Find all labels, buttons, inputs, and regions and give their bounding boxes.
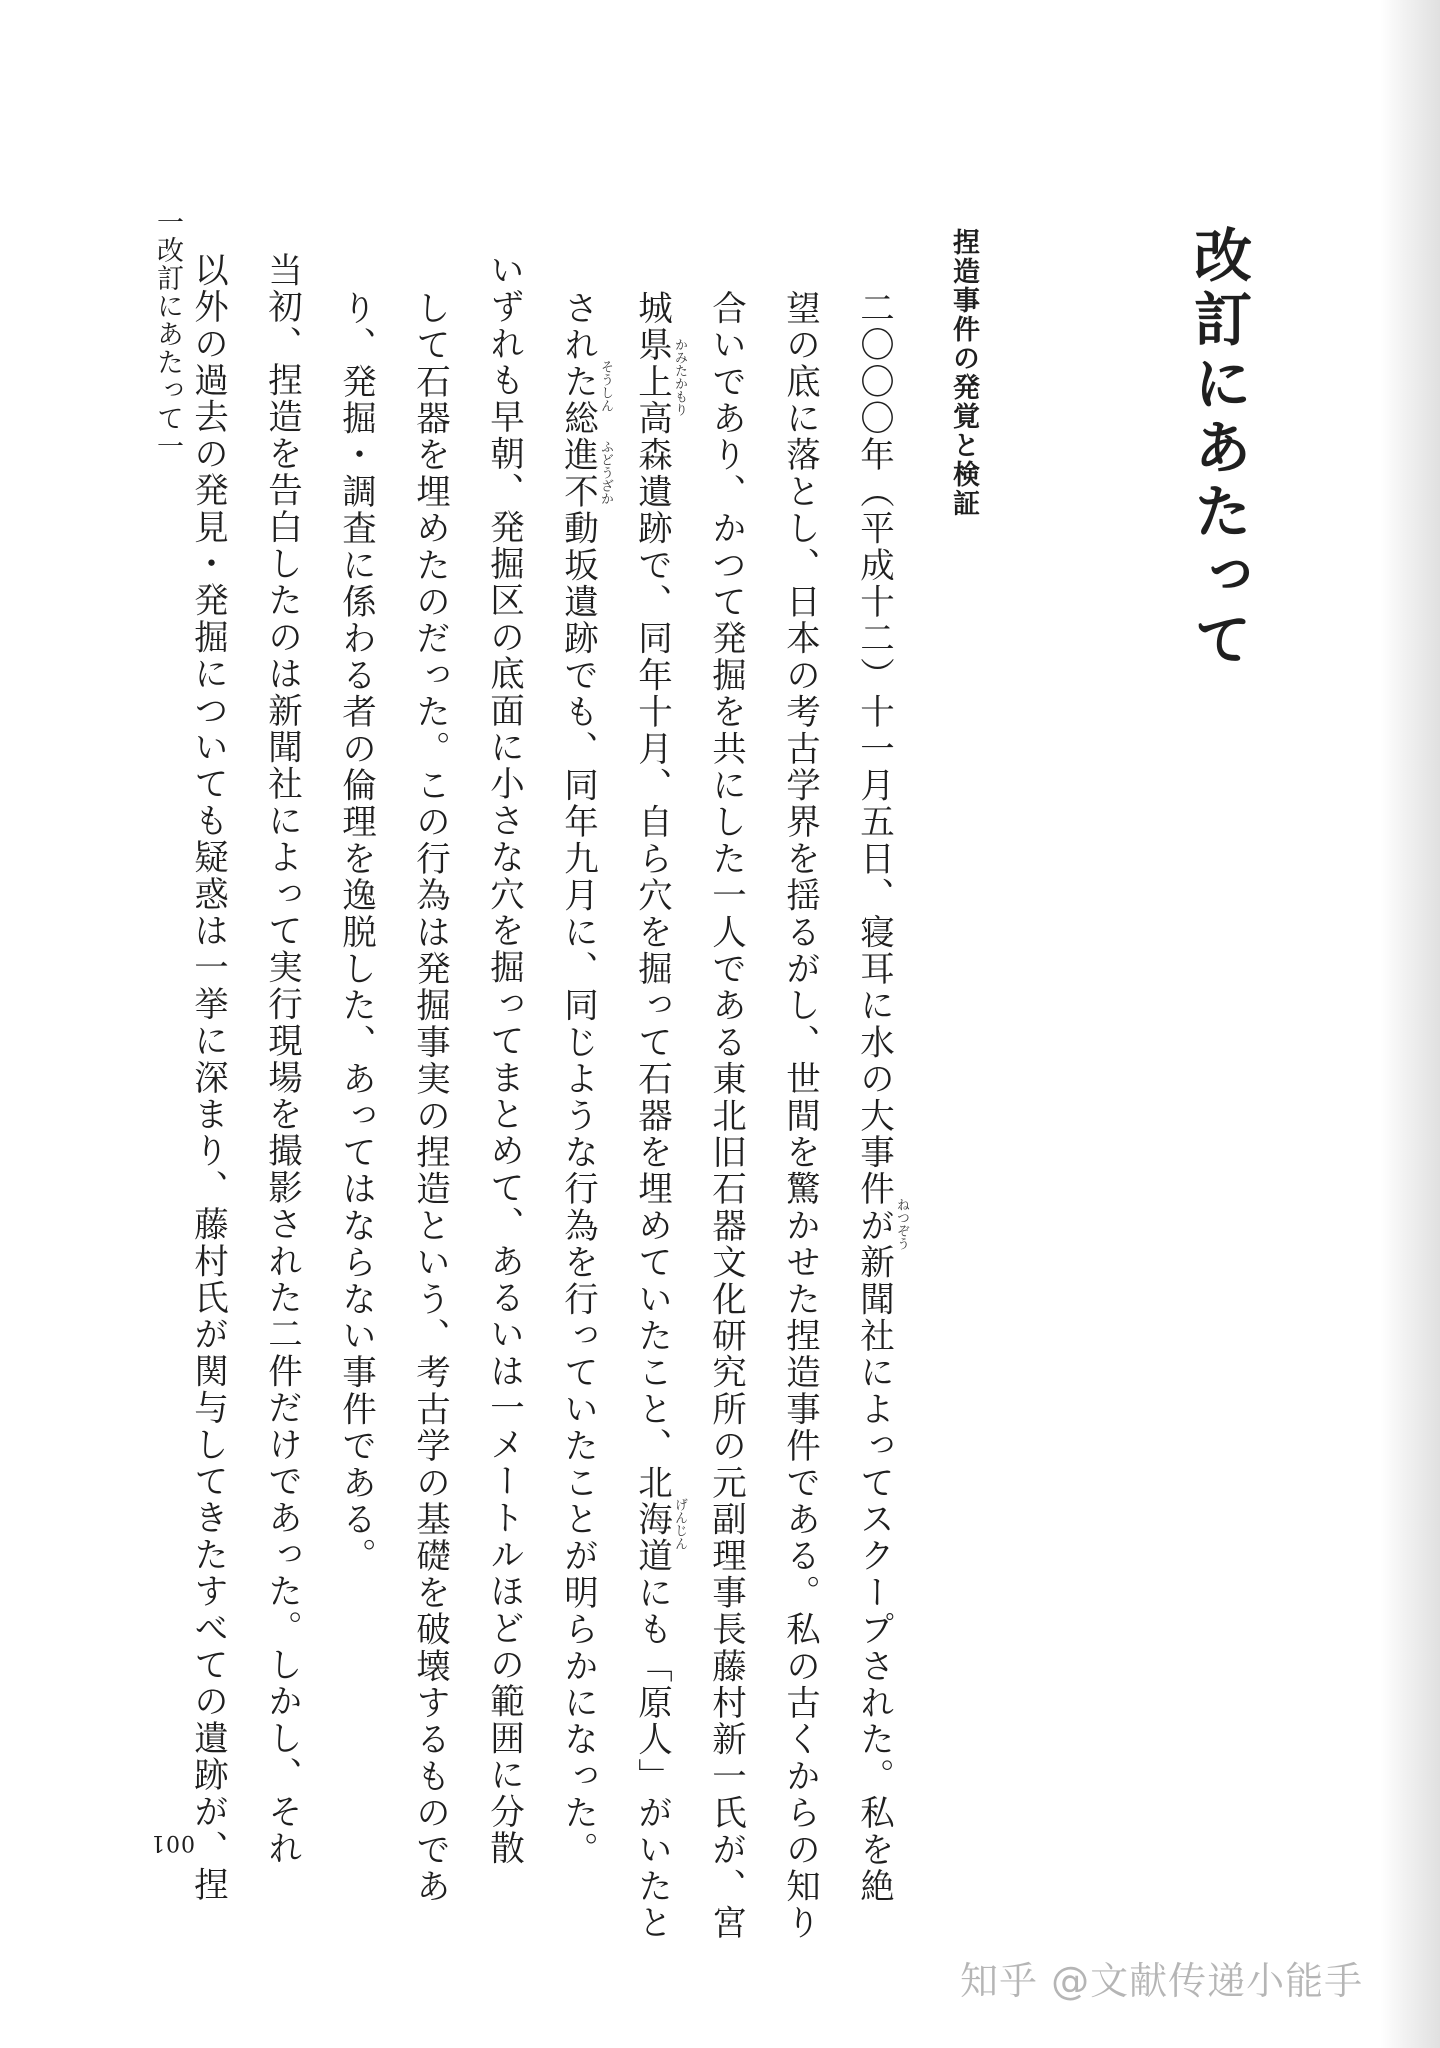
page-gutter-shadow: [1380, 0, 1440, 2048]
body-line: り、発掘・調査に係わる者の倫理を逸脱した、あってはならない事件である。: [335, 290, 376, 1575]
chapter-title: 改訂にあたって: [1184, 225, 1252, 673]
body-line: 以外の過去の発見・発掘についても疑惑は一挙に深まり、藤村氏が関与してきたすべての遺跡が、捏: [187, 252, 228, 1904]
body-line: された総進不動坂遺跡でも、同年九月に、同じような行為を行っていたことが明らかになった。: [557, 290, 598, 1869]
running-head: 一改訂にあたって一: [152, 208, 183, 460]
ruby-soushin: そうしん: [598, 360, 613, 412]
ruby-genjin: げんじん: [672, 1498, 687, 1550]
body-line: いずれも早朝、発掘区の底面に小さな穴を掘ってまとめて、あるいは一メートルほどの範囲に分散: [483, 252, 524, 1867]
body-line: 二〇〇〇年（平成十二）十一月五日、寝耳に水の大事件が新聞社によってスクープされた。私を絶: [853, 290, 894, 1905]
page-number: 001: [150, 1830, 195, 1855]
watermark: 知乎 @文献传递小能手: [960, 1959, 1364, 2003]
body-line: 城県上高森遺跡で、同年十月、自ら穴を掘って石器を埋めていたこと、北海道にも「原人」がいたと: [631, 290, 672, 1942]
body-line: 当初、捏造を告白したのは新聞社によって実行現場を撮影された二件だけであった。しかし、それ: [261, 252, 302, 1867]
ruby-kamitakamori: かみたかもり: [672, 338, 687, 416]
body-line: 望の底に落とし、日本の考古学界を揺るがし、世間を驚かせた捏造事件である。私の古くからの知り: [779, 290, 820, 1942]
body-line: 合いであり、かつて発掘を共にした一人である東北旧石器文化研究所の元副理事長藤村新一氏が、宮: [705, 290, 746, 1942]
ruby-netsuzou: ねつぞう: [894, 1198, 909, 1250]
ruby-fudouzaka: ふどうざか: [598, 440, 613, 505]
body-line: して石器を埋めたのだった。この行為は発掘事実の捏造という、考古学の基礎を破壊するものであ: [409, 290, 450, 1905]
section-heading: 捏造事件の発覚と検証: [948, 228, 979, 518]
